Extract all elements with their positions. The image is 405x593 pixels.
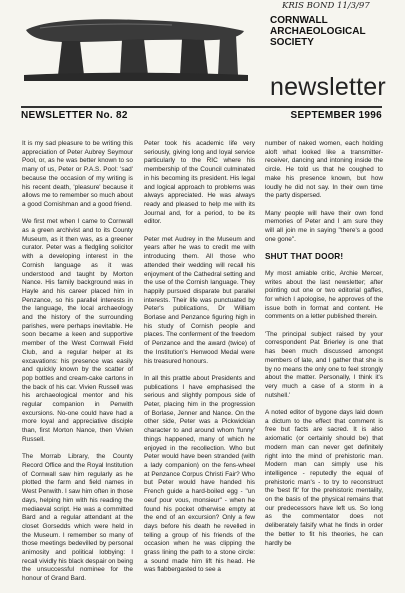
article-column-1	[22, 140, 133, 593]
paragraph: A noted editor of bygone days laid down a dictum to the effect that comment is free but facts are sacred. It is also axiomatic (or certainly should be) that modern man can never get definitely right into the mind of prehistoric man. Modern man can simply use his intelligence - reputedly the equal of prehistoric man's - to try to reconstruct the 'best fit' for the prehistoric mentality, on the basis of the physical remains that our predecessors have left us. So long as the commentator does not deliberately falsify what he finds in order the better to fit his theories, he can hardly be	[265, 409, 383, 547]
paragraph: Peter met Audrey in the Museum and years after he was to credit me with introducing them. All those who attended their wedding will recall his enjoyment of the Cathedral setting and the use of the Cornish language. They happily pursued disparate but parallel interests. Their life was punctuated by Peter's publications, Dr William Borlase and Penzance figuring high in his study of Cornish people and places. The conferment of the freedom of Penzance and the award (twice) of the Institution's Henwood Medal were his treasured honours.	[144, 235, 255, 365]
paragraph: Many people will have their own fond memories of Peter and I am sure they will all join me in saying "there's a good one gone".	[265, 209, 383, 243]
organization-name	[270, 15, 366, 48]
org-line-2: ARCHAEOLOGICAL	[270, 26, 366, 37]
handwritten-annotation: KRIS BOND 11/3/97	[282, 1, 370, 11]
org-line-3: SOCIETY	[270, 37, 314, 48]
paragraph: In all this prattle about Presidents and publications I have emphasised the serious and slightly pompous side of Peter, placing him in the progression of Borlase, Jenner and Nance. On the other side, Peter was a Pickwickian character to and around whom 'funny' things happened, many of which he enjoyed in the recollection. Who but Peter would have been stranded (with a lady companion) on the fens-wheel at Penzance Corpus Christi Fair? Who but Peter would have handed his French guide a hard-boiled egg - "un oeuf pour vous, monsieur" - when he found his pocket otherwise empty at the end of an excursion? Only a few days before his death he revelled in telling a group of his friends of the occasion when he was clipping the grass lining the path to a stone circle: a sound made him lift his head. He was flabbergasted to see a	[144, 374, 255, 574]
paragraph: My most amiable critic, Archie Mercer, writes about the last newsletter; after pointing out one or two editorial gaffes, for which I apologise, he approves of the issue both in format and content. He comments on a letter published therein.	[265, 269, 383, 321]
header-divider	[21, 106, 382, 108]
paragraph: Peter took his academic life very seriously, giving long and loyal service particularly to the RIC where his membership of the Council culminated in his becoming its president. His legal and logical approach to problems was always appreciated. He was always ready and pleased to help me with its Journal and, for a period, to be its editor.	[144, 140, 255, 226]
issue-date: SEPTEMBER 1996	[290, 110, 382, 121]
org-line-1: CORNWALL	[270, 15, 328, 26]
paragraph: 'The principal subject raised by your correspondent Pat Brierley is one that has been much discussed amongst members of late, and I gather that she is by no means the only one to feel strongly about the matter. Personally, I think it's very much a case of a storm in a nutshell.'	[265, 330, 383, 399]
publication-title: newsletter	[270, 73, 386, 101]
paragraph: We first met when I came to Cornwall as a green archivist and to its County Museum, as it then was, as a greener curator. Peter was a fledgling solicitor with a developing interest in the Cornish language as it was understood and taught by Morton Nance. His family background was in Hayle and his career placed him in Penzance, so his parallel interests in the language, the local archaeology and the history of the surrounding parishes, were perhaps inevitable. He soon became a keen and supportive member of the West Cornwall Field Club, and a regular helper at its excavations: his presence was easily and quickly known by the scatter of pop bottles and cream-cake cartons in the back of his car. Vivien Russell was his archaeological mentor and his regular companion in Penwith excursions. No-one could have had a more loyal and appreciative disciple than, first Morton Nance, then Vivien Russell.	[22, 218, 133, 443]
article-column-3	[265, 140, 383, 557]
paragraph: It is my sad pleasure to be writing this appreciation of Peter Aubrey Seymour Pool, or, as he was better known to so many of us, Peter or P.A.S. Pool: 'sad' because the occasion of my writing is his recent death, 'pleasure' because it allows me to remember so much about a good Cornishman and a good friend.	[22, 140, 133, 208]
article-column-2	[144, 140, 255, 584]
section-heading: SHUT THAT DOOR!	[265, 252, 344, 262]
issue-number: NEWSLETTER No. 82	[21, 110, 128, 121]
logo-cromlech-icon	[22, 15, 250, 83]
paragraph: number of naked women, each holding aloft what looked like a transmitter-receiver, dancing and intoning inside the circle. He told us that he coughed to make his presence known, but how loudly he did not say. In their own time the party dispersed.	[265, 140, 383, 200]
paragraph: The Morrab Library, the County Record Office and the Royal Institution of Cornwall saw him regularly as he plotted the farm and field names in West Penwith. I saw him often in those days, helping him with his reading the mediaeval script. He was a committed Bard and a regular attendant at the closet Gorsedds which were held in the Museum. I remember so many of those meetings bedevilled by personal animosity and political lobbying: I recall vividly his black despair on being the unsuccessful nominee for the honour of Grand Bard.	[22, 453, 133, 583]
